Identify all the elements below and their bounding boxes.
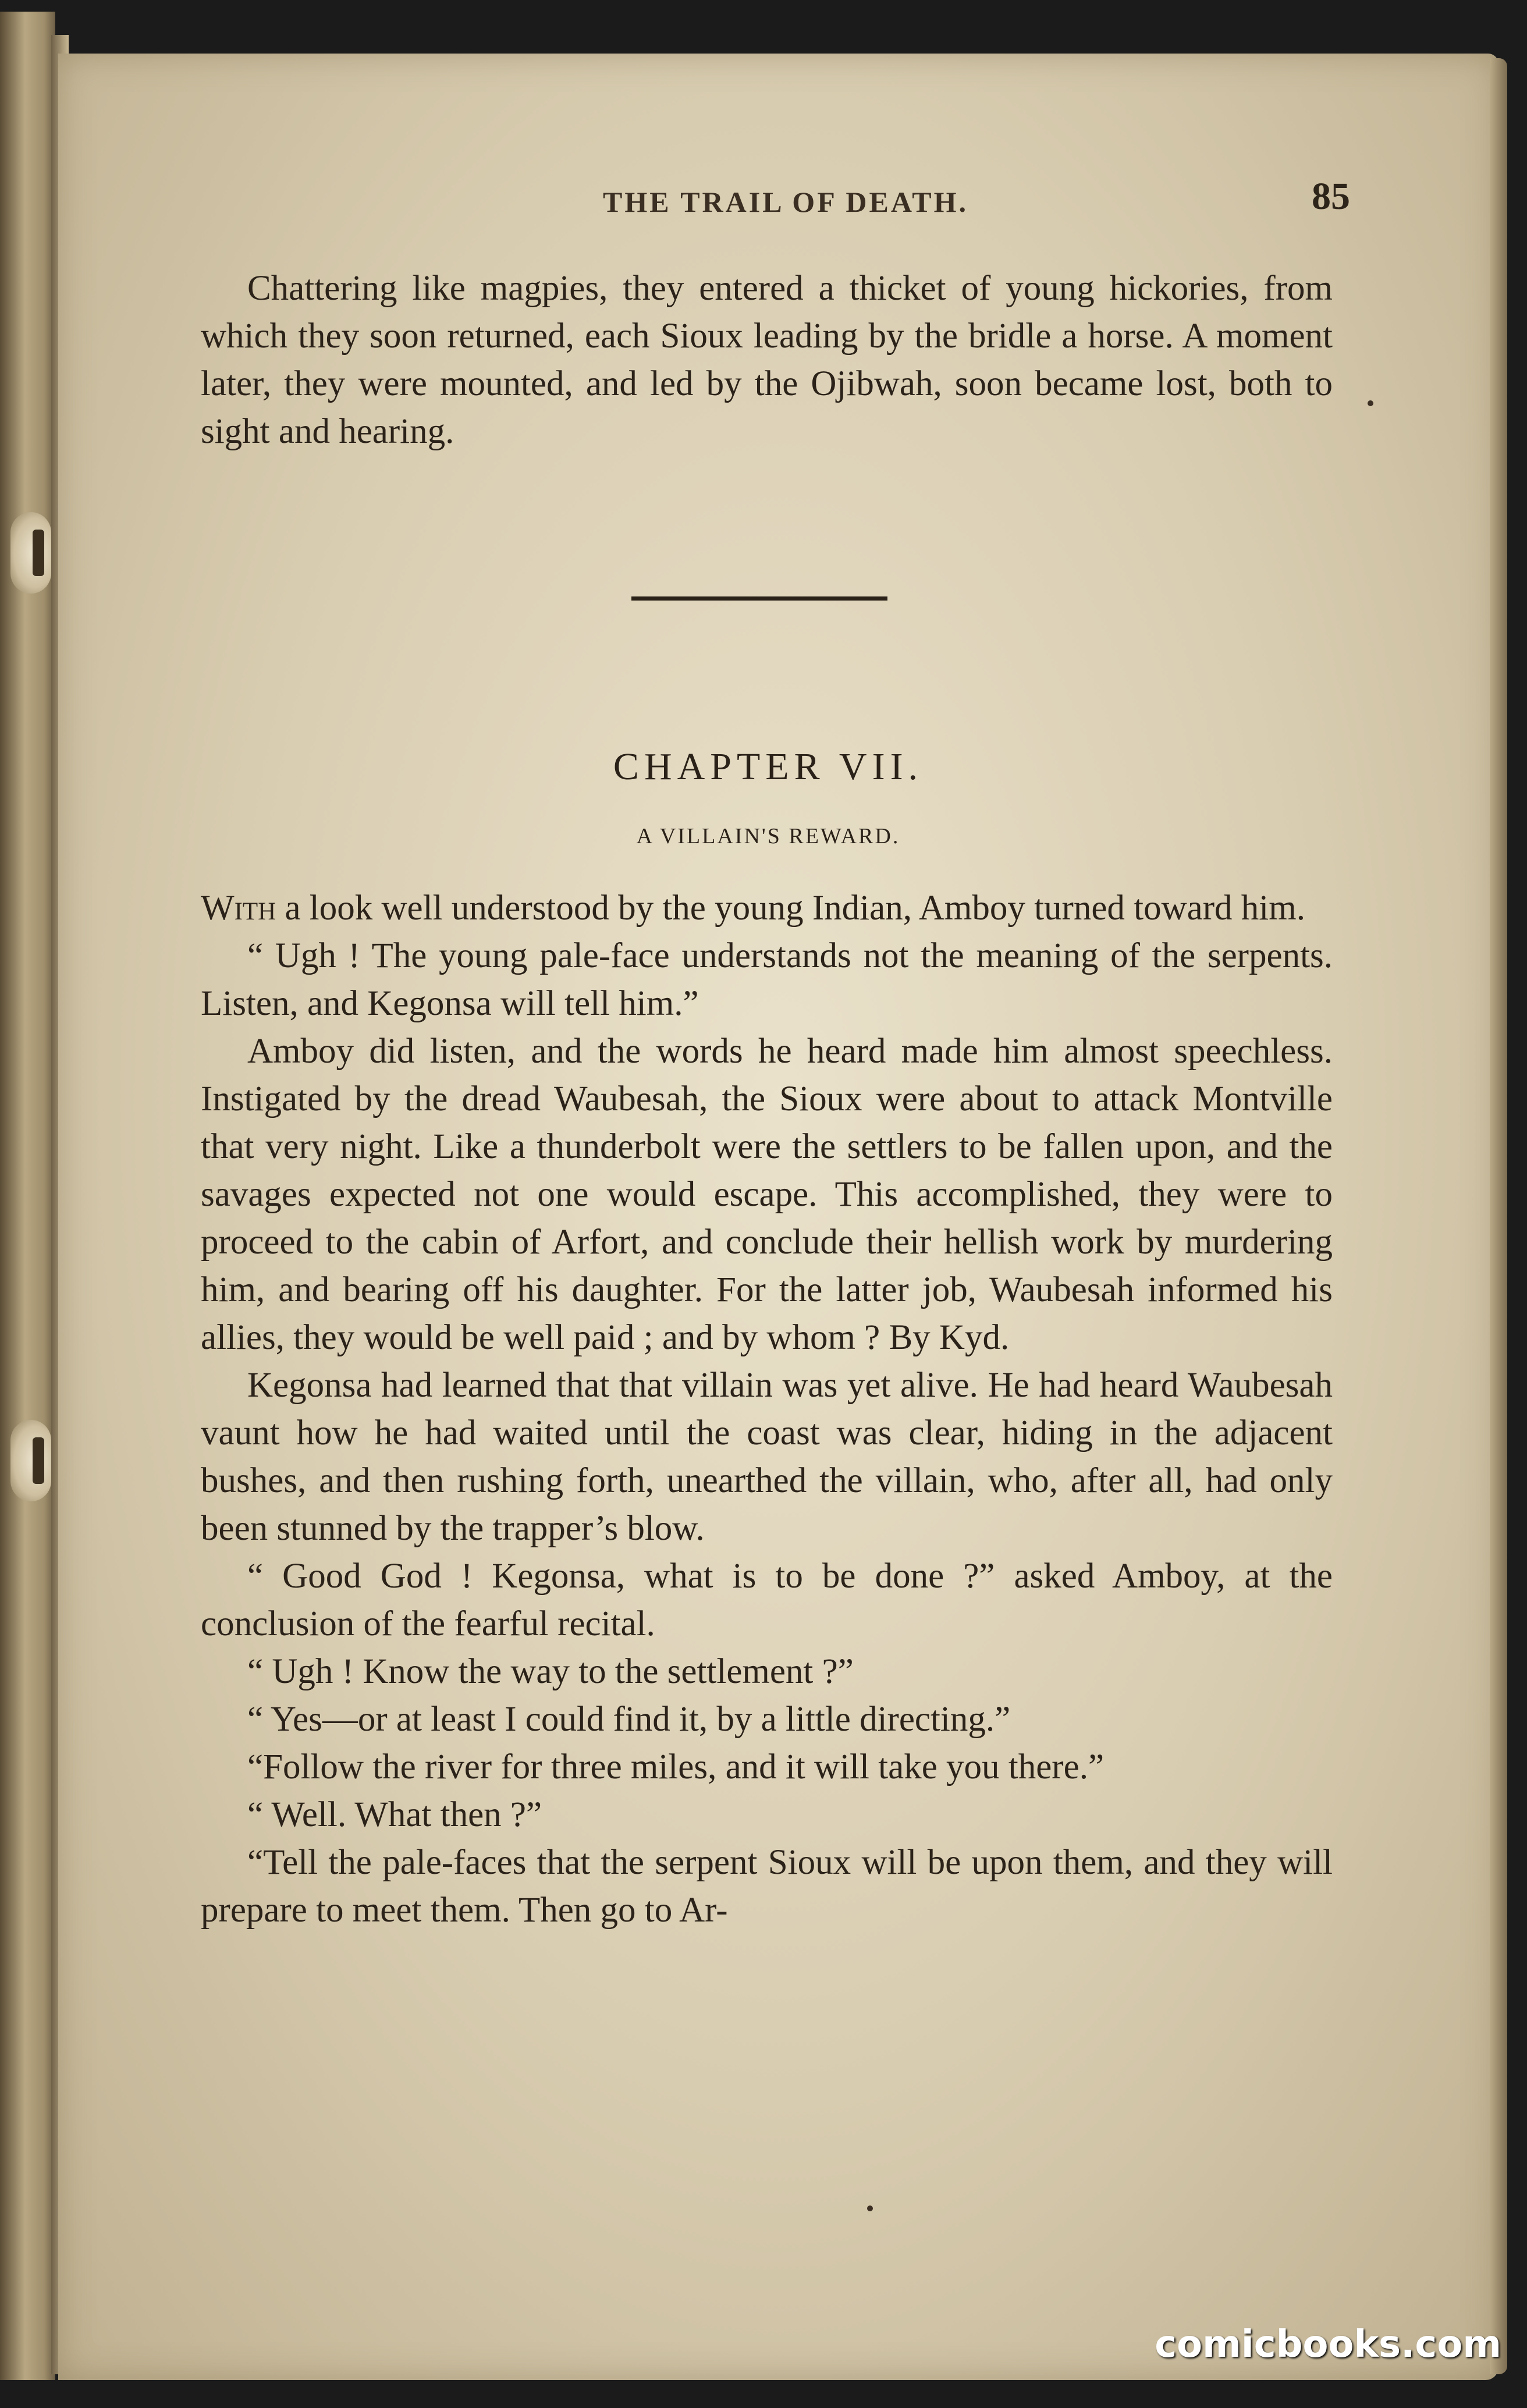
paragraph-text: a look well understood by the young Indian, Amboy turned toward him. xyxy=(276,889,1305,928)
page-number: 85 xyxy=(1312,175,1350,218)
ink-speck xyxy=(1368,400,1373,406)
paragraph: “ Good God ! Kegonsa, what is to be done ?” asked Amboy, at the conclusion of the fearful recital. xyxy=(201,1557,1333,1643)
paragraph: “Tell the pale-faces that the serpent Sioux will be upon them, and they will prepare to meet them. Then go to Ar- xyxy=(201,1843,1333,1930)
paragraph: “ Well. What then ?” xyxy=(247,1795,542,1834)
drop-lead-word: With xyxy=(201,889,276,928)
ink-speck xyxy=(867,2205,873,2211)
section-divider-rule xyxy=(631,596,887,601)
binding-stitch-hole-upper xyxy=(10,512,51,594)
left-page-edge xyxy=(0,12,55,2380)
paragraph: “Follow the river for three miles, and it will take you there.” xyxy=(247,1748,1105,1787)
paragraph: “ Ugh ! Know the way to the settlement ?” xyxy=(247,1652,854,1691)
chapter-subtitle: A VILLAIN'S REWARD. xyxy=(636,824,900,848)
chapter-body xyxy=(201,885,1333,1934)
page-right-edge xyxy=(1490,58,1507,2374)
opening-paragraph: Chattering like magpies, they entered a thicket of young hickories, from which they soon returned, each Sioux leading by the bridle a horse. A moment later, they were mounted, and led by the Ojibwah, soon became lost, both to sight and hearing. xyxy=(201,269,1333,451)
running-header: THE TRAIL OF DEATH. xyxy=(603,186,968,218)
opening-paragraph-block xyxy=(201,265,1333,456)
paragraph: “ Ugh ! The young pale-face understands not the meaning of the serpents. Listen, and Kegonsa will tell him.” xyxy=(201,936,1333,1023)
paragraph: Kegonsa had learned that that villain was yet alive. He had heard Waubesah vaunt how he had waited until the coast was clear, hiding in the adjacent bushes, and then rushing forth, unearthed the villain, who, after all, had only been stunned by the trapper’s blow. xyxy=(201,1366,1333,1548)
paragraph: Amboy did listen, and the words he heard made him almost speechless. Instigated by the dread Waubesah, the Sioux were about to attack Montville that very night. Like a thunderbolt were the settlers to be fallen upon, and the savages expected not one would escape. This accomplished, they were to proceed to the cabin of Arfort, and conclude their hellish work by murdering him, and bearing off his daughter. For the latter job, Waubesah informed his allies, they would be well paid ; and by whom ? By Kyd. xyxy=(201,1032,1333,1357)
site-watermark: comicbooks.com xyxy=(1155,2323,1501,2366)
binding-stitch-hole-lower xyxy=(10,1420,51,1501)
chapter-title: CHAPTER VII. xyxy=(613,745,924,788)
chapter-first-paragraph xyxy=(201,885,1333,932)
paragraph: “ Yes—or at least I could find it, by a little directing.” xyxy=(247,1700,1011,1739)
